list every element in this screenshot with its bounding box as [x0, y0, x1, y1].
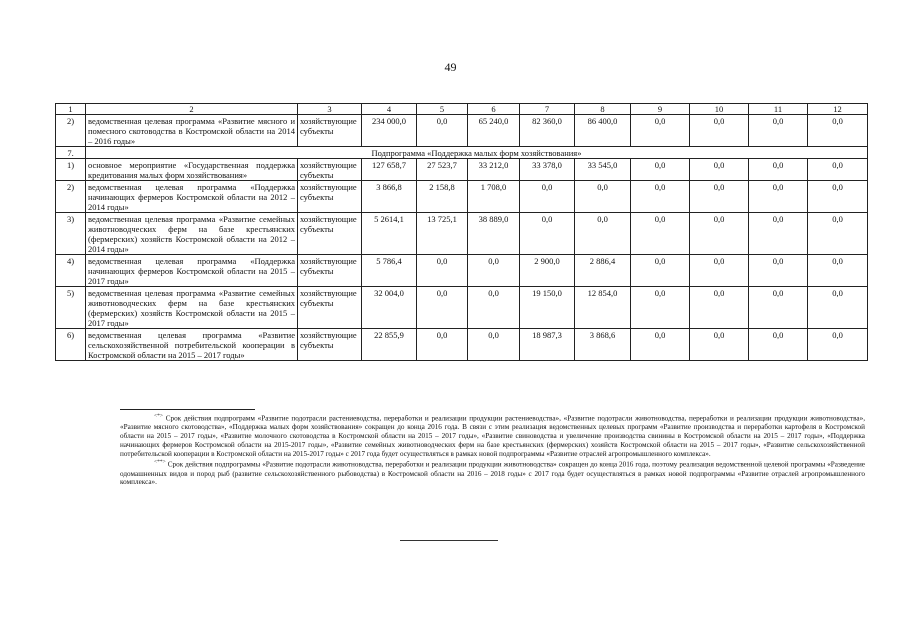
executor: хозяйствующие субъекты: [298, 213, 362, 255]
value-cell: 0,0: [417, 287, 468, 329]
value-cell: 0,0: [468, 329, 520, 361]
value-cell: 3 868,6: [575, 329, 631, 361]
header-cell: 5: [417, 104, 468, 115]
value-cell: 0,0: [690, 255, 749, 287]
header-cell: 2: [86, 104, 298, 115]
row-number: 2): [56, 115, 86, 147]
value-cell: 0,0: [631, 115, 690, 147]
value-cell: 0,0: [808, 213, 868, 255]
value-cell: 12 854,0: [575, 287, 631, 329]
value-cell: 0,0: [690, 115, 749, 147]
value-cell: 0,0: [808, 287, 868, 329]
header-cell: 3: [298, 104, 362, 115]
header-cell: 1: [56, 104, 86, 115]
value-cell: 2 886,4: [575, 255, 631, 287]
header-cell: 12: [808, 104, 868, 115]
value-cell: 5 2614,1: [362, 213, 417, 255]
program-name: ведомственная целевая программа «Развитие сельскохозяйственной потребительской кооперации в Костромской области на 2015 – 2017 годы»: [86, 329, 298, 361]
value-cell: 38 889,0: [468, 213, 520, 255]
table-row: [56, 287, 868, 329]
value-cell: 0,0: [631, 159, 690, 181]
financing-table: [55, 103, 868, 361]
footnote-divider: [120, 409, 255, 410]
page-number: 49: [444, 60, 457, 74]
value-cell: 65 240,0: [468, 115, 520, 147]
value-cell: 0,0: [749, 181, 808, 213]
program-name: ведомственная целевая программа «Развитие мясного и помесного скотоводства в Костромской области на 2014 – 2016 годы»: [86, 115, 298, 147]
value-cell: 0,0: [690, 213, 749, 255]
value-cell: 0,0: [690, 181, 749, 213]
value-cell: 0,0: [749, 159, 808, 181]
executor: хозяйствующие субъекты: [298, 181, 362, 213]
value-cell: 1 708,0: [468, 181, 520, 213]
value-cell: 0,0: [468, 287, 520, 329]
value-cell: 0,0: [808, 115, 868, 147]
footnote: [120, 458, 865, 487]
footnote: [120, 412, 865, 458]
value-cell: 33 212,0: [468, 159, 520, 181]
table-row: [56, 213, 868, 255]
value-cell: 0,0: [690, 159, 749, 181]
program-name: ведомственная целевая программа «Развитие семейных животноводческих ферм на базе крестьянских (фермерских) хозяйств Костромской области на 2015 – 2017 годы»: [86, 287, 298, 329]
value-cell: 18 987,3: [520, 329, 575, 361]
header-cell: 6: [468, 104, 520, 115]
value-cell: 13 725,1: [417, 213, 468, 255]
value-cell: 0,0: [690, 287, 749, 329]
table-row: [56, 115, 868, 147]
value-cell: 234 000,0: [362, 115, 417, 147]
value-cell: 0,0: [520, 181, 575, 213]
header-cell: 10: [690, 104, 749, 115]
table-header-row: [56, 104, 868, 115]
value-cell: 2 900,0: [520, 255, 575, 287]
value-cell: 0,0: [417, 115, 468, 147]
value-cell: 0,0: [808, 255, 868, 287]
value-cell: 0,0: [749, 287, 808, 329]
footnote-mark: <**>: [154, 459, 166, 466]
row-number: 6): [56, 329, 86, 361]
value-cell: 0,0: [468, 255, 520, 287]
value-cell: 0,0: [520, 213, 575, 255]
section-title: Подпрограмма «Поддержка малых форм хозяйствования»: [86, 147, 868, 159]
header-cell: 7: [520, 104, 575, 115]
executor: хозяйствующие субъекты: [298, 115, 362, 147]
footnote-mark: <*>: [154, 413, 163, 419]
table-row: [56, 329, 868, 361]
value-cell: 0,0: [575, 181, 631, 213]
executor: хозяйствующие субъекты: [298, 329, 362, 361]
value-cell: 82 360,0: [520, 115, 575, 147]
header-cell: 9: [631, 104, 690, 115]
value-cell: 86 400,0: [575, 115, 631, 147]
value-cell: 0,0: [808, 159, 868, 181]
value-cell: 0,0: [631, 181, 690, 213]
value-cell: 0,0: [417, 329, 468, 361]
value-cell: 0,0: [690, 329, 749, 361]
program-name: ведомственная целевая программа «Поддержка начинающих фермеров Костромской области на 2015 – 2017 годы»: [86, 255, 298, 287]
row-number: 1): [56, 159, 86, 181]
header-cell: 11: [749, 104, 808, 115]
footnotes: [120, 412, 865, 487]
executor: хозяйствующие субъекты: [298, 255, 362, 287]
row-number: 3): [56, 213, 86, 255]
value-cell: 5 786,4: [362, 255, 417, 287]
table-row: [56, 181, 868, 213]
footnote-text: Срок действия подпрограмм «Развитие подотрасли растениеводства, переработки и реализации продукции растениеводства», «Развитие подотрасли животноводства, переработки и реализации продукции животноводства», «Развитие мясного скотоводства», «Поддержка малых форм хозяйствования» сокращен до конца 2016 года. В связи с этим реализация ведомственных целевых программ «Развитие производства и переработки картофеля в Костромской области на 2015 – 2017 годы», «Развитие молочного скотоводства в Костромской области на 2015 – 2017 годы», «Развитие свиноводства и увеличение производства свинины в Костромской области на 2015 – 2017 годы», «Поддержка начинающих фермеров Костромской области на 2015-2017 годы», «Развитие семейных животноводческих ферм на базе крестьянских (фермерских) хозяйств Костромской области на 2015 – 2017 годы», «Развитие сельскохозяйственной потребительской кооперации в Костромской области на 2015-2017 годы» с 2017 года будет осуществляться в рамках новой подпрограммы «Развитие отраслей агропромышленного комплекса».: [120, 414, 866, 458]
table-row: [56, 159, 868, 181]
executor: хозяйствующие субъекты: [298, 287, 362, 329]
program-name: ведомственная целевая программа «Поддержка начинающих фермеров Костромской области на 2012 – 2014 годы»: [86, 181, 298, 213]
program-name: ведомственная целевая программа «Развитие семейных животноводческих ферм на базе крестьянских (фермерских) хозяйств Костромской области на 2012 – 2014 годы»: [86, 213, 298, 255]
value-cell: 33 545,0: [575, 159, 631, 181]
value-cell: 19 150,0: [520, 287, 575, 329]
value-cell: 0,0: [808, 181, 868, 213]
section-row: [56, 147, 868, 159]
value-cell: 0,0: [631, 255, 690, 287]
header-cell: 8: [575, 104, 631, 115]
program-name: основное мероприятие «Государственная поддержка кредитования малых форм хозяйствования»: [86, 159, 298, 181]
value-cell: 0,0: [749, 213, 808, 255]
value-cell: 127 658,7: [362, 159, 417, 181]
table-row: [56, 255, 868, 287]
value-cell: 32 004,0: [362, 287, 417, 329]
row-number: 4): [56, 255, 86, 287]
value-cell: 0,0: [749, 115, 808, 147]
row-number: 2): [56, 181, 86, 213]
value-cell: 22 855,9: [362, 329, 417, 361]
executor: хозяйствующие субъекты: [298, 159, 362, 181]
row-number: 5): [56, 287, 86, 329]
value-cell: 0,0: [631, 329, 690, 361]
value-cell: 0,0: [631, 287, 690, 329]
value-cell: 0,0: [417, 255, 468, 287]
bottom-divider: [400, 540, 498, 541]
value-cell: 0,0: [575, 213, 631, 255]
value-cell: 27 523,7: [417, 159, 468, 181]
value-cell: 0,0: [749, 255, 808, 287]
value-cell: 3 866,8: [362, 181, 417, 213]
value-cell: 0,0: [749, 329, 808, 361]
table-body: [56, 104, 868, 361]
value-cell: 0,0: [631, 213, 690, 255]
section-number: 7.: [56, 147, 86, 159]
header-cell: 4: [362, 104, 417, 115]
footnote-text: Срок действия подпрограммы «Развитие подотрасли животноводства, переработки и реализации продукции животноводства» сокращен до конца 2016 года, поэтому реализация ведомственной целевой программы «Разведение одомашненных видов и пород рыб (развитие сельскохозяйственного рыбоводства) в Костромской области на 2016 – 2018 годы» с 2017 года будет осуществляться в рамках новой подпрограммы «Развитие отраслей агропромышленного комплекса».: [120, 460, 865, 487]
value-cell: 0,0: [808, 329, 868, 361]
value-cell: 33 378,0: [520, 159, 575, 181]
value-cell: 2 158,8: [417, 181, 468, 213]
